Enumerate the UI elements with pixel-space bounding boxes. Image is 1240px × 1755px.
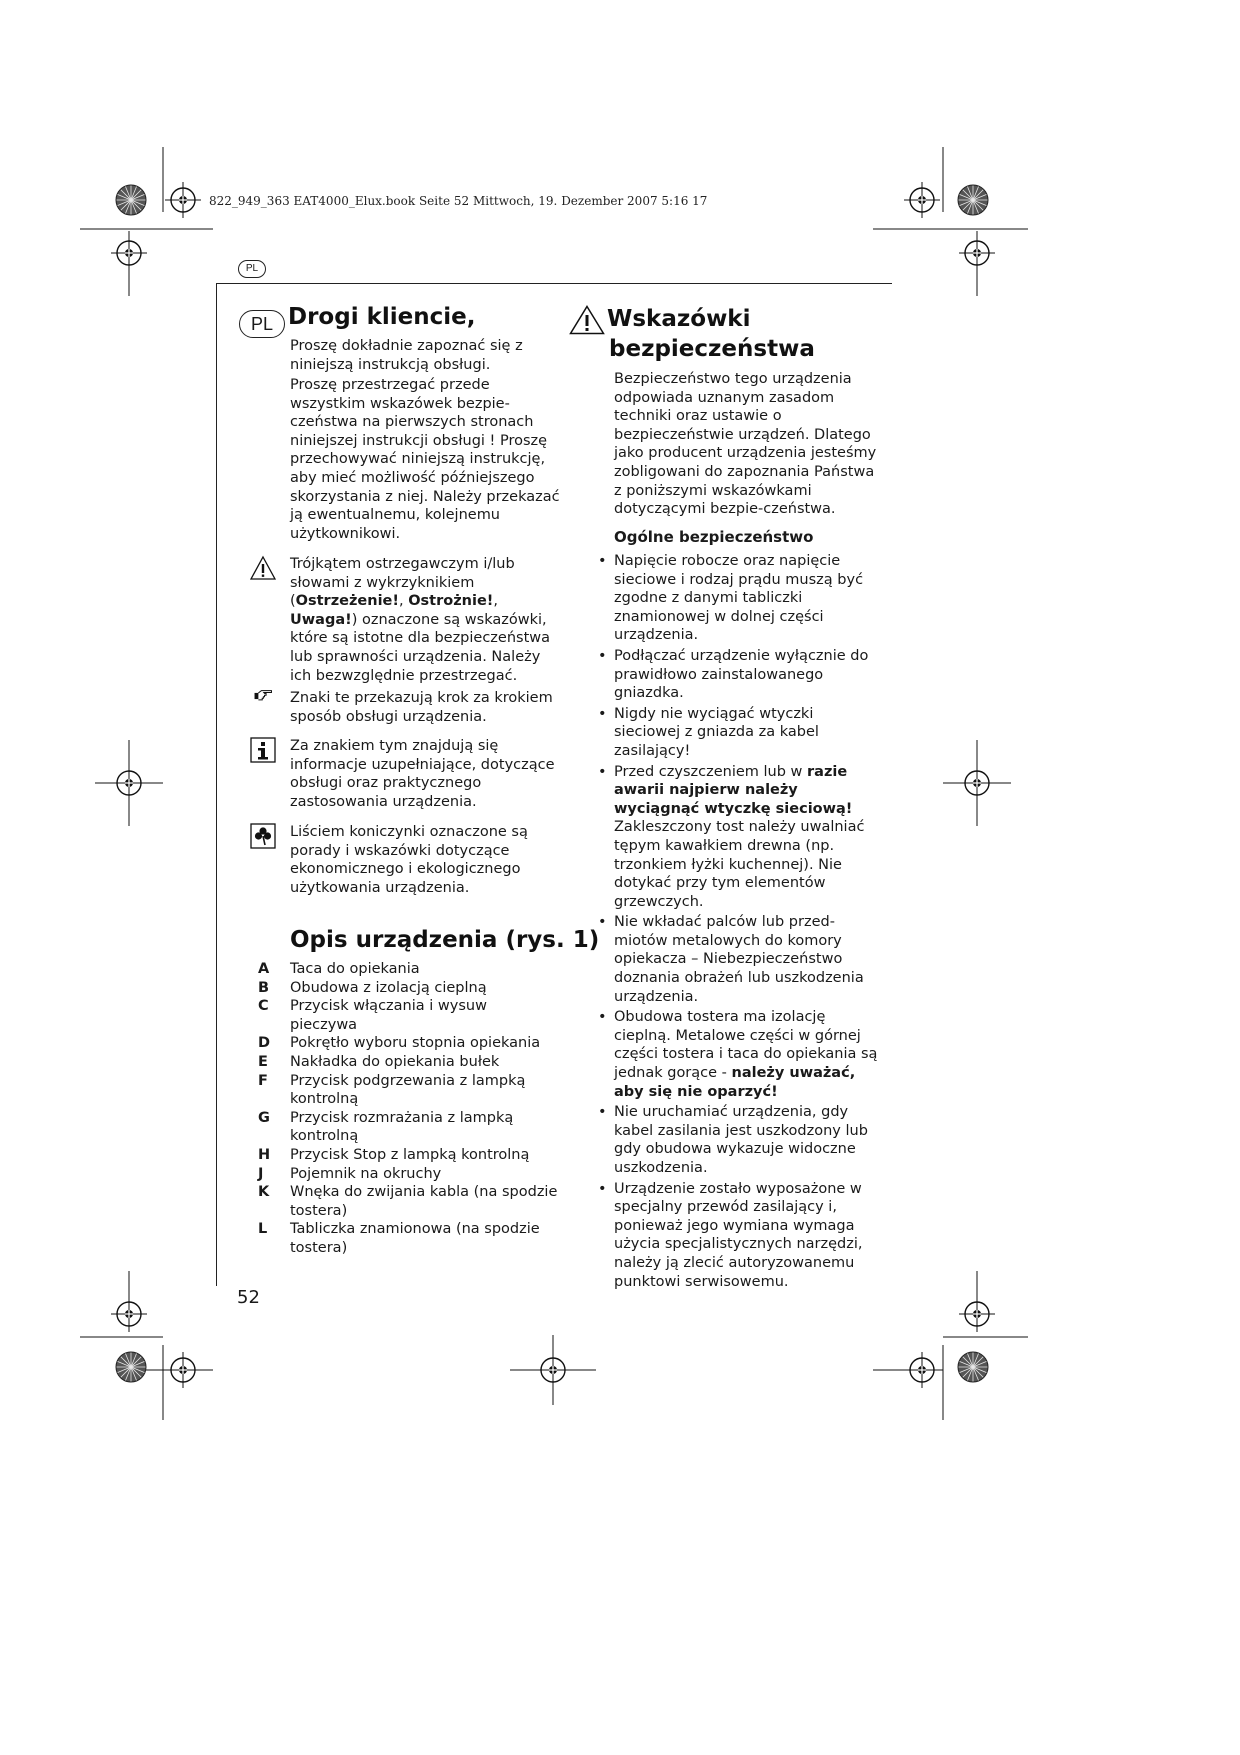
part-letter: H [258, 1146, 271, 1163]
intro-line: aby mieć możliwość późniejszego [290, 469, 535, 486]
warn-word: Uwaga! [290, 611, 352, 628]
intro-line: Proszę przestrzegać przede [290, 377, 490, 393]
part-label: Przycisk rozmrażania z lampką kontrolną [290, 1109, 514, 1145]
list-item: • Podłączać urządzenie wyłącznie do prawidłowo zainstalowanego gniazdka. [598, 647, 880, 703]
part-letter: B [258, 979, 270, 996]
bullet-bold-text: razie awarii najpierw należy wyciągnąć wtyczkę sieciową! [614, 763, 853, 817]
intro-line: wszystkim wskazówek bezpie- [290, 395, 510, 412]
part-label: Obudowa z izolacją cieplną [290, 979, 487, 996]
clover-leaf-icon [250, 823, 276, 849]
warn-word: Ostrożnie! [408, 593, 494, 610]
intro-line: czeństwa na pierwszych stronach [290, 414, 534, 431]
list-item [258, 997, 558, 1034]
list-item [258, 1165, 558, 1184]
part-letter: C [258, 998, 269, 1015]
list-item [258, 979, 558, 998]
list-item: • Urządzenie zostało wyposażone w specjalny przewód zasilający i, ponieważ jego wymiana wymaga użycia specjalistycznych narzędzi, należy ją zlecić autoryzowanemu punktowi serwisowemu. [598, 1180, 880, 1292]
language-badge-small: PL [238, 260, 266, 278]
part-label: Przycisk podgrzewania z lampką kontrolną [290, 1072, 526, 1108]
warning-triangle-icon [250, 555, 276, 581]
intro-line: przechowywać niniejszą instrukcję, [290, 451, 546, 468]
list-item [598, 1008, 880, 1101]
bullet-text: Obudowa tostera ma izolację cieplną. Metalowe części w górnej części tostera i taca do opiekania są jednak gorące - [614, 1009, 878, 1082]
print-header: 822_949_363 EAT4000_Elux.book Seite 52 Mittwoch, 19. Dezember 2007 5:16 17 [209, 194, 708, 208]
general-safety-subtitle: Ogólne bezpieczeństwo [614, 528, 814, 546]
part-letter: A [258, 961, 270, 977]
pointing-hand-icon [250, 686, 276, 706]
list-item [258, 1072, 558, 1109]
intro-paragraph-2 [290, 376, 560, 543]
list-item [258, 1034, 558, 1053]
part-label: Wnęka do zwijania kabla (na spodzie tostera) [290, 1184, 558, 1219]
part-letter: D [258, 1035, 271, 1052]
list-item: • Nie wkładać palców lub przed-miotów metalowych do komory opiekacza – Niebezpieczeństwo doznania obrażeń lub uszkodzenia urządzenia. [598, 913, 880, 1006]
parts-title: Opis urządzenia (rys. 1) [290, 927, 600, 953]
warn-word: Ostrzeżenie! [295, 593, 399, 610]
part-label: Przycisk włączania i wysuw pieczywa [290, 998, 487, 1033]
bullet-bold-text: należy uważać, aby się nie oparzyć! [614, 1065, 856, 1100]
intro-line: skorzystania z niej. Należy przekazać [290, 488, 560, 505]
safety-intro: Bezpieczeństwo tego urządzenia odpowiada uznanym zasadom techniki oraz ustawie o bezpieczeństwie urządzeń. Dlatego jako producent urządzenia jesteśmy zobligowani do zapoznania Państwa z poniższymi wskazówkami dotyczącymi bezpie-czeństwa. [614, 371, 877, 518]
list-item [258, 1053, 558, 1072]
part-letter: E [258, 1053, 268, 1070]
list-item [258, 1146, 558, 1165]
warning-note-text: Trójkątem ostrzegawczym i/lub słowami z wykrzyknikiem (Ostrzeżenie!, Ostrożnie!, Uwaga!) oznaczone są wskazówki, które są istotne dla bezpieczeństwa lub sprawności urządzenia. Należy ich bezwzględnie przestrzegać. [290, 556, 551, 684]
bullet-text: Zakleszczony tost należy uwalniać tępym kawałkiem drewna (np. trzonkiem łyżki kuchennej). Nie dotykać przy tym elementów grzewczych. [614, 819, 865, 910]
intro-paragraph-1: Proszę dokładnie zapoznać się z niniejszą instrukcją obsługi. [290, 338, 523, 373]
bullet-text: Przed czyszczeniem lub w [614, 763, 808, 780]
info-note-text: Za znakiem tym znajdują się informacje uzupełniające, dotyczące obsługi oraz praktycznego zastosowania urządzenia. [290, 738, 555, 810]
intro-line: niniejszej instrukcji obsługi ! Proszę [290, 432, 548, 449]
language-badge: PL [239, 310, 285, 338]
part-letter: J [258, 1165, 264, 1182]
list-item [258, 960, 558, 979]
safety-bullet-list [598, 552, 880, 1293]
part-letter: F [258, 1072, 268, 1089]
safety-title-line-1: Wskazówki [607, 306, 751, 332]
list-item: • Nigdy nie wyciągać wtyczki sieciowej z gniazda za kabel zasilający! [598, 705, 880, 761]
warning-text-start: Trójkątem ostrzegawczym i/lub słowami z wykrzyknikiem ( [290, 556, 515, 610]
part-label: Pokrętło wyboru stopnia opiekania [290, 1035, 541, 1052]
part-label: Taca do opiekania [290, 961, 420, 977]
warning-text-end: ) oznaczone są wskazówki, które są istotne dla bezpieczeństwa lub sprawności urządzenia. Należy ich bezwzględnie przestrzegać. [290, 611, 551, 684]
intro-line: użytkownikowi. [290, 525, 401, 542]
greeting-title: Drogi kliencie, [288, 304, 476, 330]
part-label: Tabliczka znamionowa (na spodzie tostera) [290, 1221, 540, 1256]
part-letter: G [258, 1109, 270, 1126]
safety-title-line-2: bezpieczeństwa [609, 336, 815, 362]
part-letter: K [258, 1184, 270, 1201]
list-item [258, 1220, 558, 1257]
warning-triangle-icon [569, 305, 605, 335]
intro-line: ją ewentualnemu, kolejnemu [290, 507, 501, 524]
part-label: Pojemnik na okruchy [290, 1165, 442, 1182]
list-item [258, 1183, 558, 1220]
page-number: 52 [237, 1287, 260, 1308]
clover-note-text: Liściem koniczynki oznaczone są porady i wskazówki dotyczące ekonomicznego i ekologicznego użytkowania urządzenia. [290, 824, 528, 896]
margin-rule [216, 283, 217, 1286]
list-item [598, 763, 880, 912]
part-letter: L [258, 1221, 268, 1238]
hand-note-text: Znaki te przekazują krok za krokiem sposób obsługi urządzenia. [290, 690, 553, 725]
info-icon [250, 737, 276, 763]
part-label: Przycisk Stop z lampką kontrolną [290, 1146, 530, 1163]
parts-list [258, 960, 558, 1258]
header-rule [216, 283, 892, 284]
list-item: • Nie uruchamiać urządzenia, gdy kabel zasilania jest uszkodzony lub gdy obudowa wykazuje widoczne uszkodzenia. [598, 1103, 880, 1177]
list-item [258, 1109, 558, 1146]
part-label: Nakładka do opiekania bułek [290, 1053, 500, 1070]
list-item: • Napięcie robocze oraz napięcie sieciowe i rodzaj prądu muszą być zgodne z danymi tabliczki znamionowej w dolnej części urządzenia. [598, 552, 880, 645]
